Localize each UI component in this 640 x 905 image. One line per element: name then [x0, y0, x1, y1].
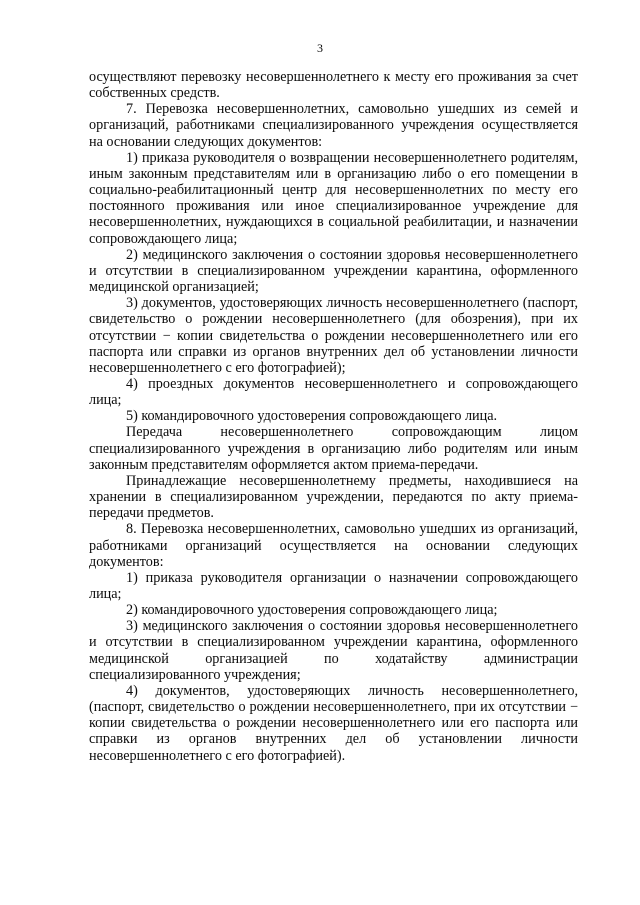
paragraph-transfer: Передача несовершеннолетнего сопровождающим лицом специализированного учреждения в организацию либо родителям или иным законным представителям оформляется актом приема-передачи.	[89, 424, 578, 473]
paragraph-7-subitem-4: 4) проездных документов несовершеннолетнего и сопровождающего лица;	[89, 375, 578, 409]
paragraph-item-7: 7. Перевозка несовершеннолетних, самовольно ушедших из семей и организаций, работниками специализированного учреждения осуществляется на основании следующих документов:	[89, 101, 578, 150]
paragraph-8-subitem-3: 3) медицинского заключения о состоянии здоровья несовершеннолетнего и отсутствии в специализированном учреждении карантина, оформленного медицинской организацией по ходатайству администрации специализированного учреждения;	[89, 618, 578, 683]
paragraph-belongings: Принадлежащие несовершеннолетнему предметы, находившиеся на хранении в специализированном учреждении, передаются по акту приема-передачи предметов.	[89, 472, 578, 522]
paragraph-7-subitem-5: 5) командировочного удостоверения сопровождающего лица.	[126, 408, 498, 425]
paragraph-8-subitem-1: 1) приказа руководителя организации о назначении сопровождающего лица;	[89, 569, 578, 602]
paragraph-8-subitem-2: 2) командировочного удостоверения сопровождающего лица;	[126, 602, 498, 619]
paragraph-7-subitem-2: 2) медицинского заключения о состоянии здоровья несовершеннолетнего и отсутствии в специализированном учреждении карантина, оформленного медицинской организацией;	[89, 246, 578, 296]
paragraph-item-8: 8. Перевозка несовершеннолетних, самовольно ушедших из организаций, работниками организаций осуществляется на основании следующих документов:	[89, 521, 578, 570]
page-number: 3	[317, 41, 323, 55]
document-body	[89, 69, 578, 764]
paragraph-7-subitem-3: 3) документов, удостоверяющих личность несовершеннолетнего (паспорт, свидетельство о рождении несовершеннолетнего (для обозрения), при их отсутствии − копии свидетельства о рождении несовершеннолетнего или его паспорта или справки из органов внутренних дел об установлении личности несовершеннолетнего с его фотографией);	[89, 295, 578, 376]
paragraph-7-subitem-1: 1) приказа руководителя о возвращении несовершеннолетнего родителям, иным законным представителям или в организацию либо о его помещении в социально-реабилитационный центр для несовершеннолетних по месту его постоянного проживания или иное специализированное учреждение для несовершеннолетних, нуждающихся в социальной реабилитации, и назначении сопровождающего лица;	[89, 149, 578, 247]
paragraph-continuation: осуществляют перевозку несовершеннолетнего к месту его проживания за счет собственных средств.	[89, 69, 578, 102]
paragraph-8-subitem-4: 4) документов, удостоверяющих личность несовершеннолетнего, (паспорт, свидетельство о рождении несовершеннолетнего, при их отсутствии − копии свидетельства о рождении несовершеннолетнего или его паспорта или справки из органов внутренних дел об установлении личности несовершеннолетнего с его фотографией).	[89, 682, 578, 764]
